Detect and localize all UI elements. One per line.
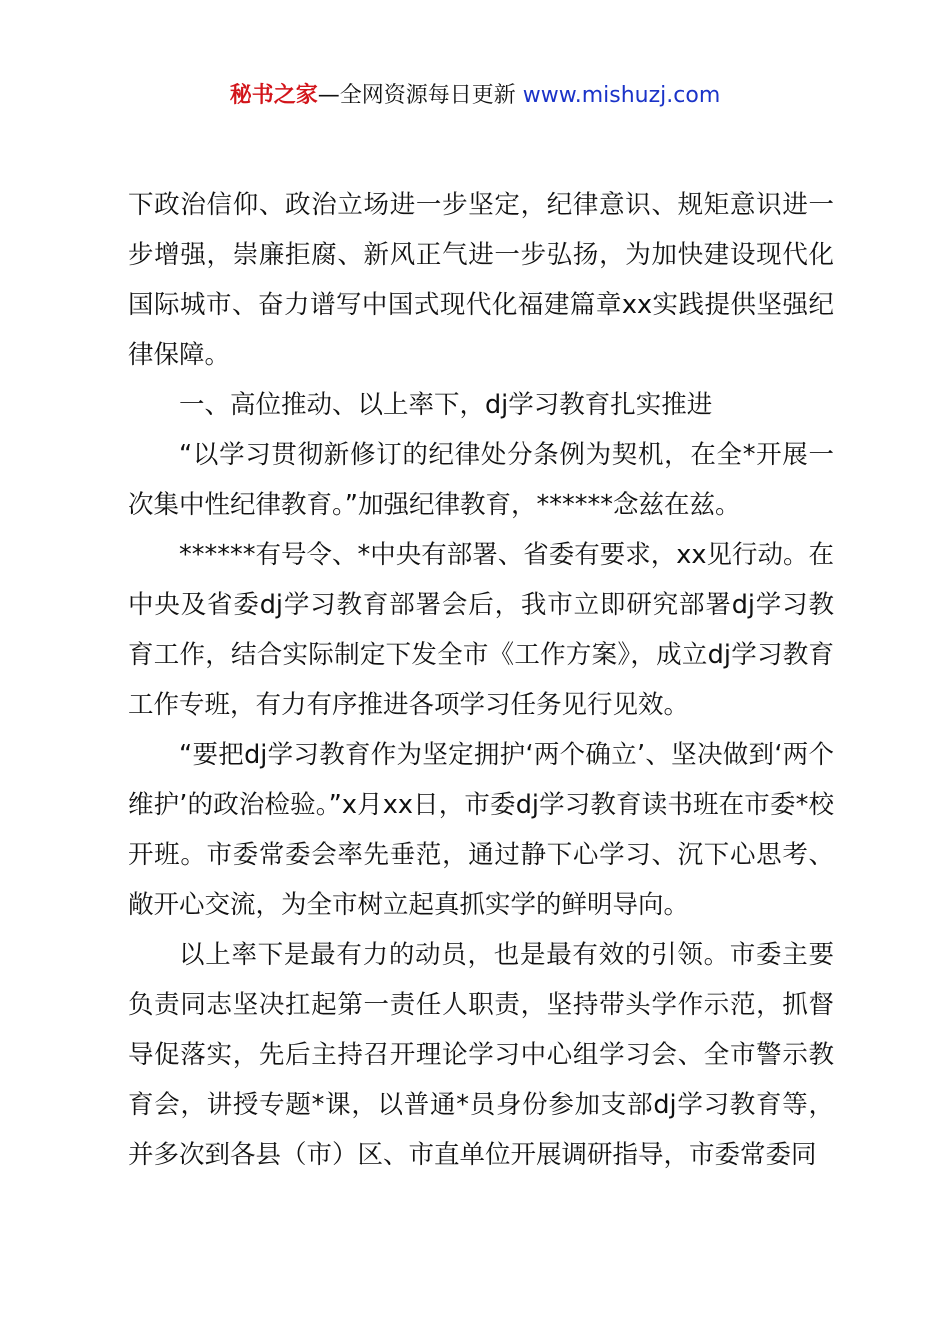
paragraph: “要把dj学习教育作为坚定拥护‘两个确立’、坚决做到‘两个维护’的政治检验。”x月xx日，市委dj学习教育读书班在市委*校开班。市委常委会率先垂范，通过静下心学习、沉下心思考、敞开心交流，为全市树立起真抓实学的鲜明导向。 [128,740,834,920]
header-tagline: —全网资源每日更新 [317,83,516,108]
paragraph: “以学习贯彻新修订的纪律处分条例为契机，在全*开展一次集中性纪律教育。”加强纪律教育，******念兹在兹。 [128,440,834,520]
header-url-link[interactable]: www.mishuzj.com [522,83,721,108]
page-header [0,80,950,112]
paragraph-continuation: 下政治信仰、政治立场进一步坚定，纪律意识、规矩意识进一步增强，崇廉拒腐、新风正气进一步弘扬，为加快建设现代化国际城市、奋力谱写中国式现代化福建篇章xx实践提供坚强纪律保障。 [128,190,834,370]
header-brand: 秘书之家 [229,83,318,108]
document-body [128,180,834,1180]
paragraph: 以上率下是最有力的动员，也是最有效的引领。市委主要负责同志坚决扛起第一责任人职责，坚持带头学作示范，抓督导促落实，先后主持召开理论学习中心组学习会、全市警示教育会，讲授专题*课，以普通*员身份参加支部dj学习教育等，并多次到各县（市）区、市直单位开展调研指导，市委常委同 [128,940,834,1170]
section-heading: 一、高位推动、以上率下，dj学习教育扎实推进 [179,390,713,420]
paragraph: ******有号令、*中央有部署、省委有要求，xx见行动。在中央及省委dj学习教育部署会后，我市立即研究部署dj学习教育工作，结合实际制定下发全市《工作方案》，成立dj学习教育工作专班，有力有序推进各项学习任务见行见效。 [128,540,834,720]
